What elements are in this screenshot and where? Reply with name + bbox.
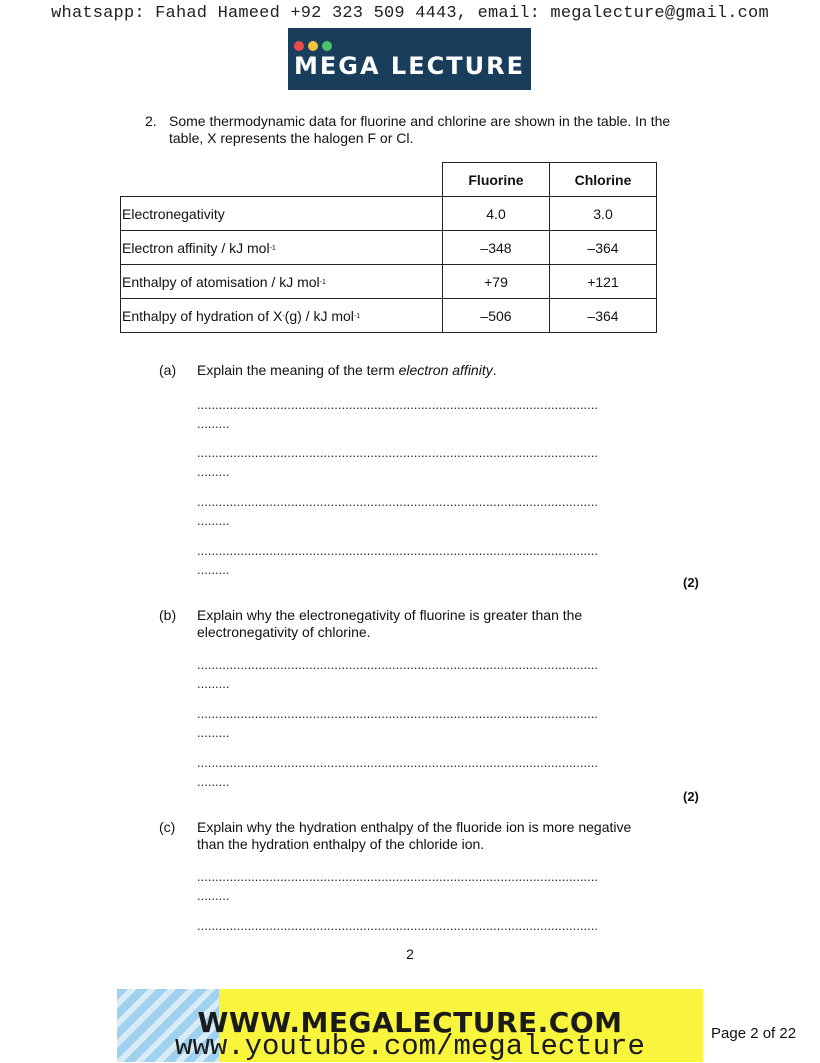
answer-line[interactable] bbox=[197, 919, 659, 932]
answer-dots-cont: ......... bbox=[197, 513, 230, 527]
answer-dots: ............................................................................................................... bbox=[197, 446, 598, 460]
contact-header: whatsapp: Fahad Hameed +92 323 509 4443, email: megalecture@gmail.com bbox=[51, 4, 769, 23]
answer-dots: ............................................................................................................... bbox=[197, 756, 598, 770]
answer-dots-cont: ......... bbox=[197, 464, 230, 478]
table-row bbox=[121, 299, 657, 333]
part-b-question bbox=[159, 607, 647, 641]
table-row bbox=[121, 231, 657, 265]
table-corner-cell bbox=[121, 163, 443, 197]
answer-dots: ............................................................................................................... bbox=[197, 870, 598, 884]
answer-dots-cont: ......... bbox=[197, 888, 230, 902]
part-a-text-start: Explain the meaning of the term bbox=[197, 362, 399, 378]
question-intro-text: Some thermodynamic data for fluorine and chlorine are shown in the table. In the table, X represents the halogen F or Cl. bbox=[169, 113, 671, 146]
row-label-text: Enthalpy of hydration of X bbox=[122, 307, 283, 324]
website-link[interactable]: WWW.MEGALECTURE.COM bbox=[197, 1006, 623, 1039]
question-intro bbox=[145, 113, 689, 147]
part-c-tag: (c) bbox=[159, 819, 176, 835]
question-number: 2. bbox=[145, 113, 157, 129]
part-c-text: Explain why the hydration enthalpy of the fluoride ion is more negative than the hydration enthalpy of the chloride ion. bbox=[197, 819, 632, 852]
table-header-row bbox=[121, 163, 657, 197]
cell-fluorine: 4.0 bbox=[443, 197, 550, 231]
part-a-tag: (a) bbox=[159, 362, 177, 378]
cell-chlorine: +121 bbox=[550, 265, 657, 299]
table-row bbox=[121, 265, 657, 299]
mega-lecture-logo bbox=[288, 28, 531, 90]
part-a-text-end: . bbox=[492, 362, 497, 378]
answer-line[interactable] bbox=[197, 870, 659, 902]
page-of-indicator: Page 2 of 22 bbox=[711, 1025, 797, 1042]
cell-chlorine: 3.0 bbox=[550, 197, 657, 231]
answer-dots: ............................................................................................................... bbox=[197, 919, 598, 932]
part-b-marks: (2) bbox=[683, 789, 699, 804]
answer-dots: ............................................................................................................... bbox=[197, 658, 598, 672]
page-number: 2 bbox=[406, 946, 414, 962]
part-a-term: electron affinity bbox=[398, 362, 493, 378]
answer-dots-cont: ......... bbox=[197, 416, 230, 430]
unit-superscript: -1 bbox=[353, 312, 361, 320]
answer-dots-cont: ......... bbox=[197, 774, 230, 788]
answer-line[interactable] bbox=[197, 398, 659, 430]
row-label-atomisation bbox=[121, 265, 443, 299]
ion-charge-superscript: - bbox=[282, 312, 285, 320]
part-b-tag: (b) bbox=[159, 607, 177, 623]
green-dot-icon bbox=[322, 41, 332, 51]
cell-fluorine: –506 bbox=[443, 299, 550, 333]
row-label-text: Enthalpy of atomisation / kJ mol bbox=[122, 273, 320, 290]
part-c-question bbox=[159, 819, 647, 853]
row-label-electronegativity: Electronegativity bbox=[121, 197, 443, 231]
cell-fluorine: –348 bbox=[443, 231, 550, 265]
row-label-electron-affinity bbox=[121, 231, 443, 265]
thermodynamic-data-table bbox=[120, 162, 657, 333]
answer-dots: ............................................................................................................... bbox=[197, 544, 598, 558]
answer-line[interactable] bbox=[197, 756, 659, 788]
answer-dots-cont: ......... bbox=[197, 562, 230, 576]
table-row bbox=[121, 197, 657, 231]
answer-dots: ............................................................................................................... bbox=[197, 398, 598, 412]
answer-dots: ............................................................................................................... bbox=[197, 495, 598, 509]
unit-superscript: -1 bbox=[269, 244, 276, 252]
row-label-text-end: (g) / kJ mol bbox=[284, 307, 354, 324]
part-a-marks: (2) bbox=[683, 575, 699, 590]
youtube-link[interactable]: www.youtube.com/megalecture bbox=[175, 1030, 645, 1063]
part-b-text: Explain why the electronegativity of fluorine is greater than the electronegativity of chlorine. bbox=[197, 607, 583, 640]
answer-dots-cont: ......... bbox=[197, 725, 230, 739]
answer-line[interactable] bbox=[197, 495, 659, 527]
part-a-text bbox=[197, 362, 647, 379]
answer-line[interactable] bbox=[197, 544, 659, 576]
answer-dots: ............................................................................................................... bbox=[197, 707, 598, 721]
answer-dots-cont: ......... bbox=[197, 676, 230, 690]
row-label-hydration bbox=[121, 299, 443, 333]
cell-chlorine: –364 bbox=[550, 231, 657, 265]
cell-chlorine: –364 bbox=[550, 299, 657, 333]
logo-text: MEGA LECTURE bbox=[294, 52, 525, 80]
answer-line[interactable] bbox=[197, 707, 659, 739]
unit-superscript: -1 bbox=[319, 278, 326, 286]
cell-fluorine: +79 bbox=[443, 265, 550, 299]
part-a-question bbox=[159, 362, 647, 379]
column-header-chlorine: Chlorine bbox=[550, 163, 657, 197]
answer-line[interactable] bbox=[197, 658, 659, 690]
row-label-text: Electron affinity / kJ mol bbox=[122, 239, 270, 256]
answer-line[interactable] bbox=[197, 446, 659, 478]
red-dot-icon bbox=[294, 41, 304, 51]
yellow-dot-icon bbox=[308, 41, 318, 51]
column-header-fluorine: Fluorine bbox=[443, 163, 550, 197]
